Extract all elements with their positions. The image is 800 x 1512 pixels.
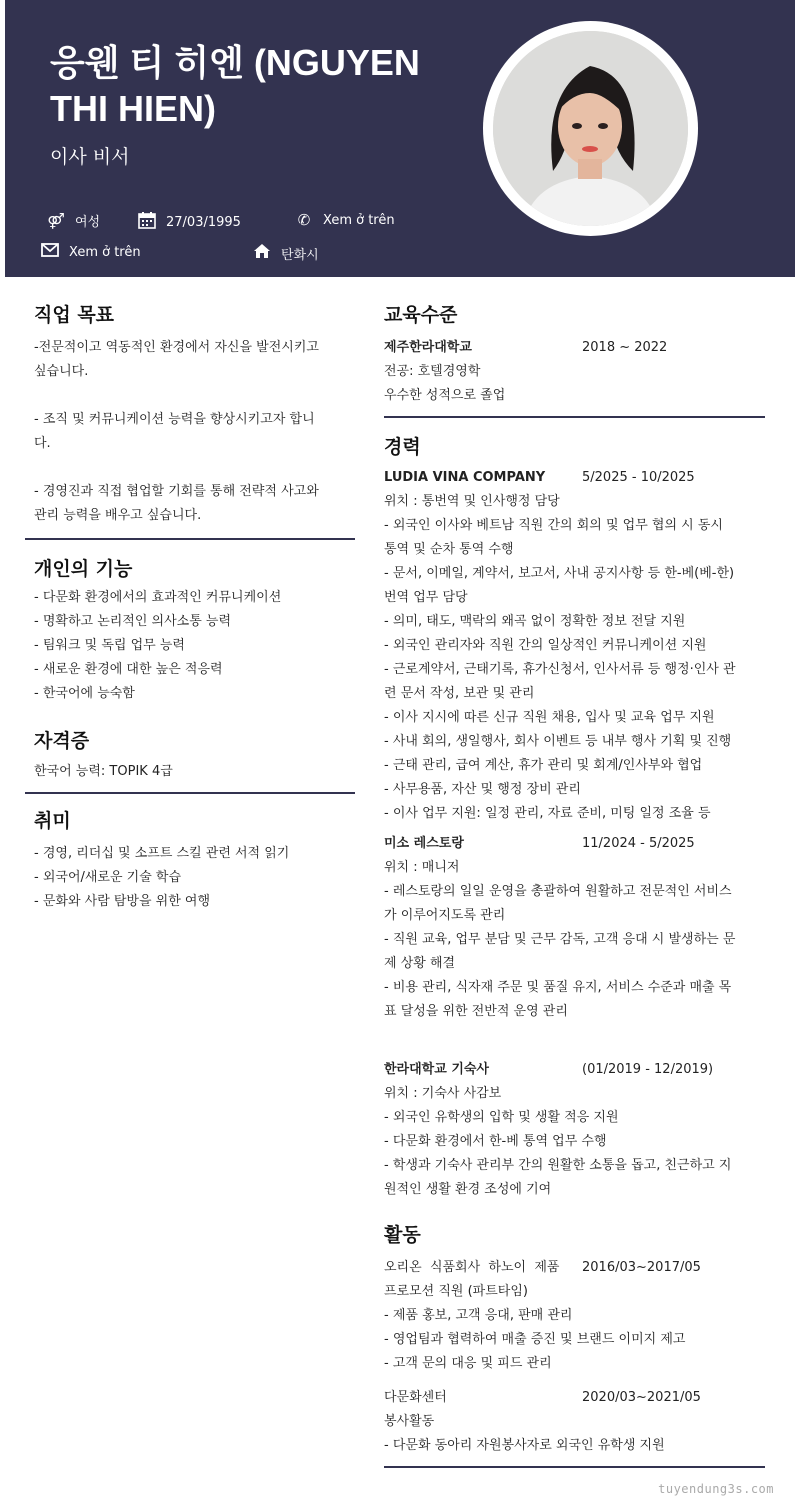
hobby-item: - 문화와 사람 탐방을 위한 여행	[34, 894, 211, 909]
skill-item: - 한국어에 능숙함	[34, 686, 135, 701]
activity-line: - 제품 홍보, 고객 응대, 판매 관리	[384, 1308, 573, 1323]
hobbies-list	[34, 842, 355, 914]
profile-photo-frame	[483, 21, 698, 236]
certs-heading: 자격증	[34, 730, 90, 752]
activity-line: - 고객 문의 대응 및 피드 관리	[384, 1356, 552, 1371]
phone-info	[293, 211, 395, 229]
job-line: - 외국인 관리자와 직원 간의 일상적인 커뮤니케이션 지원	[384, 638, 707, 653]
job-line: 통역 및 순차 통역 수행	[384, 542, 514, 557]
hobby-item: - 외국어/새로운 기술 학습	[34, 870, 182, 885]
section-divider	[384, 1466, 765, 1468]
email-info	[39, 243, 141, 261]
envelope-icon	[39, 243, 61, 261]
home-icon	[251, 243, 273, 263]
job-line: - 이사 업무 지원: 일정 관리, 자료 준비, 미팅 일정 조율 등	[384, 806, 711, 821]
job-entry	[384, 832, 765, 1024]
job-row	[384, 1058, 765, 1082]
job-line: 번역 업무 담당	[384, 590, 468, 605]
job-line: 위치 : 매니저	[384, 860, 460, 875]
objective-line	[34, 384, 355, 408]
birthdate-value: 27/03/1995	[166, 214, 241, 230]
gender-icon: ⚤	[47, 211, 65, 230]
right-column	[384, 300, 765, 1468]
watermark: tuyendung3s.com	[658, 1482, 774, 1496]
section-divider	[384, 416, 765, 418]
activity-org: 오리온 식품회사 하노이 제품	[384, 1260, 560, 1275]
job-line: - 근태 관리, 급여 계산, 휴가 관리 및 회계/인사부와 협업	[384, 758, 703, 773]
job-line: - 비용 관리, 식자재 주문 및 품질 유지, 서비스 수준과 매출 목	[384, 980, 732, 995]
skills-list	[34, 586, 355, 706]
job-entry	[384, 466, 765, 826]
job-line: - 문서, 이메일, 계약서, 보고서, 사내 공지사항 등 한-베(베-한)	[384, 566, 735, 581]
email-value: Xem ở trên	[69, 244, 141, 260]
section-divider	[25, 792, 355, 794]
job-entry	[384, 1058, 765, 1202]
education-row	[384, 336, 765, 360]
objective-text	[34, 336, 355, 528]
school-name: 제주한라대학교	[384, 340, 472, 355]
address-info	[251, 243, 319, 263]
activity-line: - 영업팀과 협력하여 매출 증진 및 브랜드 이미지 제고	[384, 1332, 686, 1347]
job-period: 5/2025 - 10/2025	[582, 470, 695, 485]
objective-heading: 직업 목표	[34, 304, 115, 326]
activity-org: 다문화센터	[384, 1390, 447, 1405]
hobby-item: - 경영, 리더십 및 소프트 스킬 관련 서적 읽기	[34, 846, 290, 861]
school-period: 2018 ~ 2022	[582, 340, 668, 355]
left-column	[25, 300, 355, 914]
birthdate-info	[136, 211, 241, 233]
skills-heading: 개인의 기능	[34, 558, 133, 580]
job-line: - 레스토랑의 일일 운영을 총괄하여 원활하고 전문적인 서비스	[384, 884, 732, 899]
job-line: 가 이루어지도록 관리	[384, 908, 506, 923]
job-line: 표 달성을 위한 전반적 운영 관리	[384, 1004, 568, 1019]
job-line: - 직원 교육, 업무 분담 및 근무 감독, 고객 응대 시 발생하는 문	[384, 932, 736, 947]
job-line: 위치 : 기숙사 사감보	[384, 1086, 502, 1101]
objective-line: 다.	[34, 436, 51, 451]
job-title: 이사 비서	[50, 146, 130, 168]
job-line: 제 상황 해결	[384, 956, 456, 971]
activity-period: 2020/03~2021/05	[582, 1390, 701, 1405]
experience-heading: 경력	[384, 436, 421, 458]
activity-entry	[384, 1256, 765, 1376]
job-line: - 외국인 이사와 베트남 직원 간의 회의 및 업무 협의 시 동시	[384, 518, 723, 533]
job-line: - 외국인 유학생의 입학 및 생활 적응 지원	[384, 1110, 619, 1125]
job-line: - 사무용품, 자산 및 행정 장비 관리	[384, 782, 581, 797]
activity-period: 2016/03~2017/05	[582, 1260, 701, 1275]
activity-row	[384, 1386, 765, 1410]
calendar-icon	[136, 211, 158, 233]
objective-line: - 경영진과 직접 협업할 기회를 통해 전략적 사고와	[34, 484, 319, 499]
objective-line	[34, 456, 355, 480]
gender-value: 여성	[75, 215, 101, 230]
job-line: - 사내 회의, 생일행사, 회사 이벤트 등 내부 행사 기획 및 진행	[384, 734, 732, 749]
certs-list	[34, 760, 355, 784]
phone-value: Xem ở trên	[323, 212, 395, 228]
skill-item: - 명확하고 논리적인 의사소통 능력	[34, 614, 232, 629]
activity-entry	[384, 1386, 765, 1458]
activity-line: - 다문화 동아리 자원봉사자로 외국인 유학생 지원	[384, 1438, 665, 1453]
job-row	[384, 832, 765, 856]
objective-line: -전문적이고 역동적인 환경에서 자신을 발전시키고	[34, 340, 319, 355]
job-line: - 근로계약서, 근태기록, 휴가신청서, 인사서류 등 행정·인사 관	[384, 662, 736, 677]
education-line: 우수한 성적으로 졸업	[384, 388, 506, 403]
job-line: 련 문서 작성, 보관 및 관리	[384, 686, 535, 701]
activity-row	[384, 1256, 765, 1280]
candidate-name: 응웬 티 히엔 (NGUYEN THI HIEN)	[50, 42, 420, 129]
job-row	[384, 466, 765, 490]
activity-line: 봉사활동	[384, 1414, 435, 1429]
education-heading: 교육수준	[384, 304, 458, 326]
job-line: - 의미, 태도, 맥락의 왜곡 없이 정확한 정보 전달 지원	[384, 614, 686, 629]
job-org: LUDIA VINA COMPANY	[384, 470, 546, 485]
job-line: - 학생과 기숙사 관리부 간의 원활한 소통을 돕고, 친근하고 지	[384, 1158, 732, 1173]
job-line: 위치 : 통번역 및 인사행정 담당	[384, 494, 560, 509]
education-line: 전공: 호텔경영학	[384, 364, 481, 379]
job-org: 미소 레스토랑	[384, 836, 464, 851]
job-line: - 다문화 환경에서 한-베 통역 업무 수행	[384, 1134, 607, 1149]
objective-line: - 조직 및 커뮤니케이션 능력을 향상시키고자 합니	[34, 412, 315, 427]
gender-info	[45, 211, 100, 230]
objective-line: 관리 능력을 배우고 싶습니다.	[34, 508, 202, 523]
job-period: (01/2019 - 12/2019)	[582, 1062, 714, 1077]
job-line: 원적인 생활 환경 조성에 기여	[384, 1182, 552, 1197]
job-line: - 이사 지시에 따른 신규 직원 채용, 입사 및 교육 업무 지원	[384, 710, 715, 725]
skill-item: - 다문화 환경에서의 효과적인 커뮤니케이션	[34, 590, 282, 605]
hobbies-heading: 취미	[34, 810, 71, 832]
activity-line: 프로모션 직원 (파트타임)	[384, 1284, 528, 1299]
skill-item: - 새로운 환경에 대한 높은 적응력	[34, 662, 223, 677]
profile-photo	[493, 31, 688, 226]
address-value: 탄화시	[281, 247, 319, 263]
section-divider	[25, 538, 355, 540]
skill-item: - 팀워크 및 독립 업무 능력	[34, 638, 185, 653]
education-block	[384, 336, 765, 408]
cert-item: 한국어 능력: TOPIK 4급	[34, 764, 173, 779]
activities-heading: 활동	[384, 1224, 421, 1246]
objective-line: 싶습니다.	[34, 364, 89, 379]
job-period: 11/2024 - 5/2025	[582, 836, 695, 851]
phone-icon: ✆	[297, 211, 311, 229]
job-org: 한라대학교 기숙사	[384, 1062, 489, 1077]
